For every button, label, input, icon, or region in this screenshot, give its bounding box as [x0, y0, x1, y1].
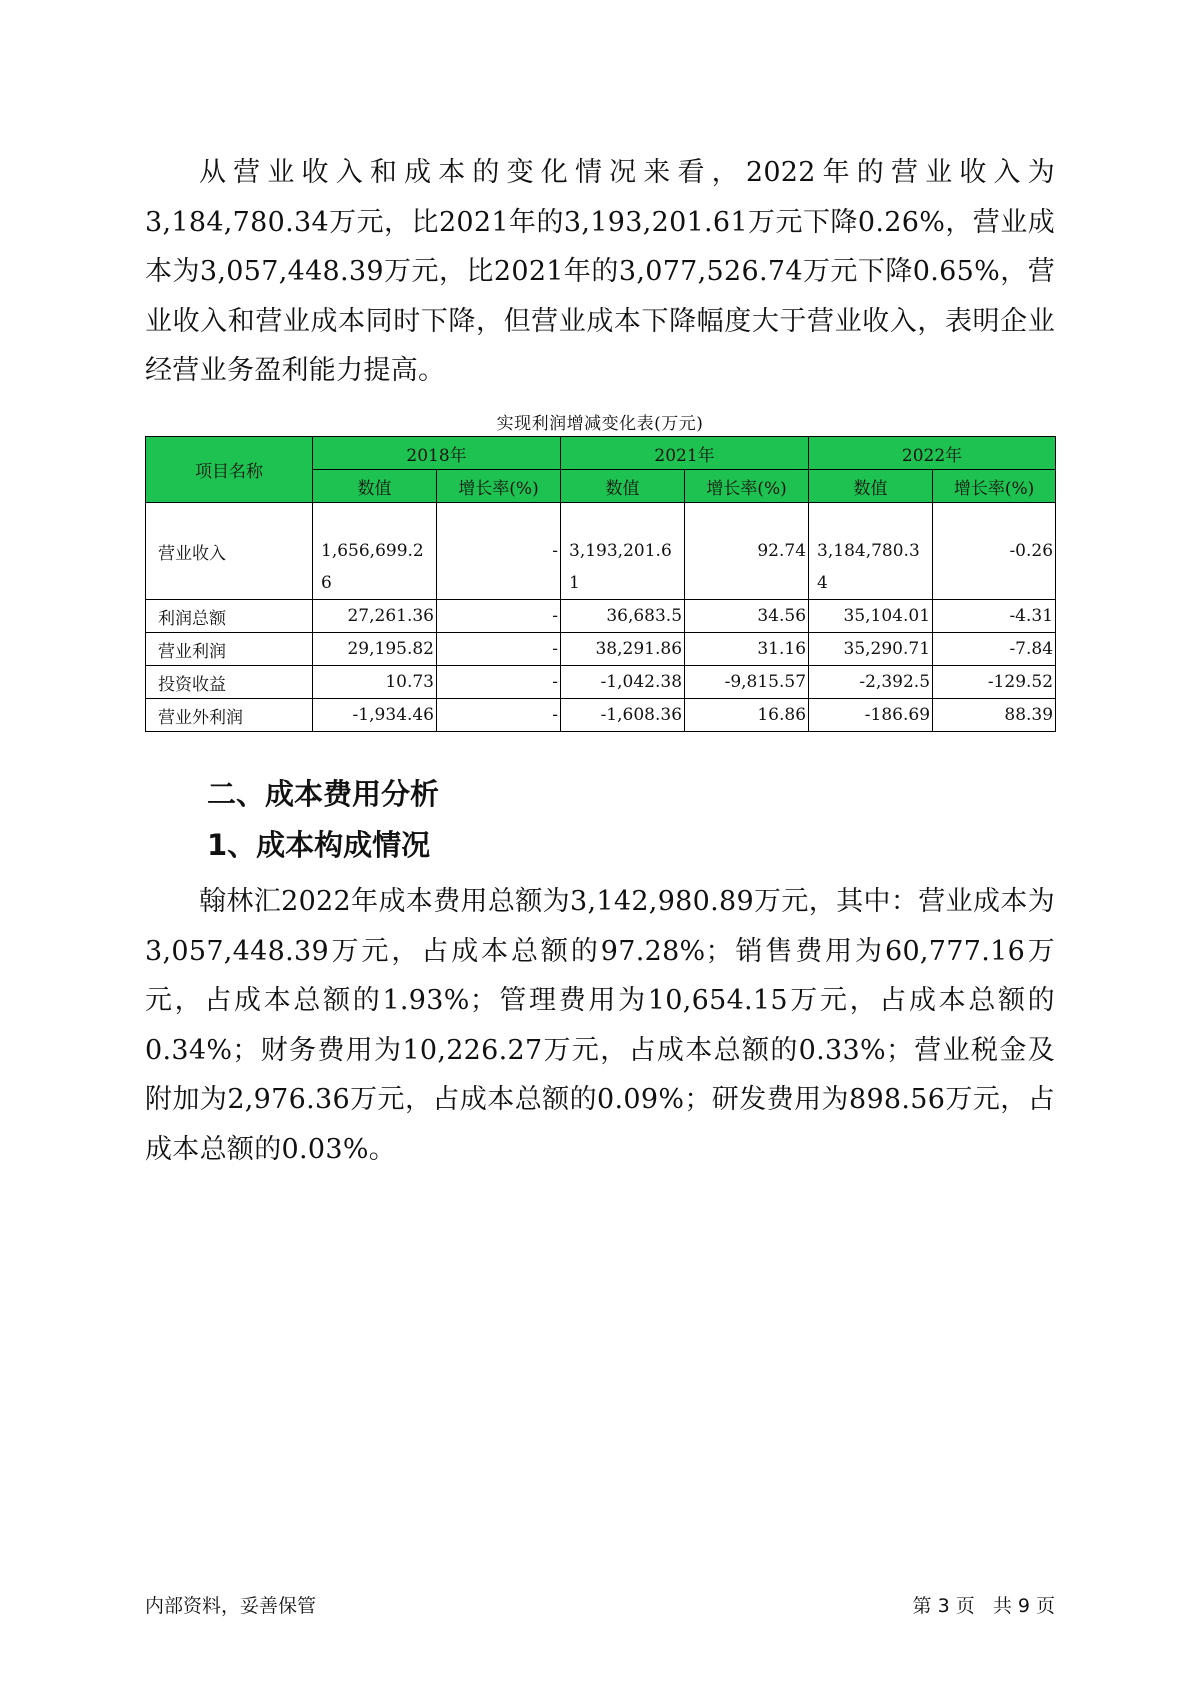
row-name: 利润总额 — [146, 600, 313, 633]
cell-rate: - — [437, 666, 561, 699]
cell-rate: - — [437, 503, 561, 600]
cell-value: -1,042.38 — [561, 666, 685, 699]
value-header: 数值 — [561, 470, 685, 503]
table-caption: 实现利润增减变化表(万元) — [496, 414, 704, 434]
year-header-2022: 2022年 — [809, 437, 1056, 470]
footer-confidential-note: 内部资料，妥善保管 — [145, 1595, 317, 1617]
subsection-heading: 1、成本构成情况 — [207, 828, 431, 862]
item-name-header: 项目名称 — [146, 437, 313, 503]
row-name: 营业收入 — [146, 503, 313, 600]
cell-value: 35,104.01 — [809, 600, 933, 633]
row-name: 营业利润 — [146, 633, 313, 666]
cell-value: -186.69 — [809, 699, 933, 732]
cell-value: 27,261.36 — [313, 600, 437, 633]
cell-value: 10.73 — [313, 666, 437, 699]
table-row — [146, 600, 1056, 633]
year-header-2021: 2021年 — [561, 437, 809, 470]
value-header: 数值 — [809, 470, 933, 503]
section-heading: 二、成本费用分析 — [207, 777, 440, 811]
rate-header: 增长率(%) — [437, 470, 561, 503]
cost-paragraph: 翰林汇2022年成本费用总额为3,142,980.89万元，其中：营业成本为3,057,448.39万元，占成本总额的97.28%；销售费用为60,777.16万元，占成本总额的1.93%；管理费用为10,654.15万元，占成本总额的0.34%；财务费用为10,226.27万元，占成本总额的0.33%；营业税金及附加为2,976.36万元，占成本总额的0.09%；研发费用为898.56万元，占成本总额的0.03%。 — [145, 886, 1055, 1165]
cell-rate: 34.56 — [685, 600, 809, 633]
cell-rate: 88.39 — [933, 699, 1056, 732]
cell-rate: -9,815.57 — [685, 666, 809, 699]
profit-change-table — [145, 436, 1056, 732]
cell-rate: 31.16 — [685, 633, 809, 666]
cell-rate: - — [437, 699, 561, 732]
row-name: 营业外利润 — [146, 699, 313, 732]
page-number: 第 3 页 共 9 页 — [912, 1595, 1055, 1617]
value-header: 数值 — [313, 470, 437, 503]
cell-rate: -4.31 — [933, 600, 1056, 633]
cell-rate: - — [437, 600, 561, 633]
cell-value: 36,683.5 — [561, 600, 685, 633]
rate-header: 增长率(%) — [685, 470, 809, 503]
cell-rate: -129.52 — [933, 666, 1056, 699]
cell-value: -2,392.5 — [809, 666, 933, 699]
cell-value: 3,184,780.34 — [809, 503, 933, 600]
table-row — [146, 503, 1056, 600]
cell-rate: 16.86 — [685, 699, 809, 732]
table-row — [146, 666, 1056, 699]
year-header-2018: 2018年 — [313, 437, 561, 470]
table-row — [146, 699, 1056, 732]
cell-rate: - — [437, 633, 561, 666]
row-name: 投资收益 — [146, 666, 313, 699]
cell-value: 29,195.82 — [313, 633, 437, 666]
cell-rate: -7.84 — [933, 633, 1056, 666]
cell-rate: -0.26 — [933, 503, 1056, 600]
cell-value: 1,656,699.26 — [313, 503, 437, 600]
analysis-paragraph: 从营业收入和成本的变化情况来看，2022年的营业收入为3,184,780.34万元，比2021年的3,193,201.61万元下降0.26%，营业成本为3,057,448.39万元，比2021年的3,077,526.74万元下降0.65%，营业收入和营业成本同时下降，但营业成本下降幅度大于营业收入，表明企业经营业务盈利能力提高。 — [145, 157, 1055, 386]
table-row — [146, 633, 1056, 666]
cell-value: 35,290.71 — [809, 633, 933, 666]
cell-value: 3,193,201.61 — [561, 503, 685, 600]
cell-value: -1,934.46 — [313, 699, 437, 732]
rate-header: 增长率(%) — [933, 470, 1056, 503]
cell-rate: 92.74 — [685, 503, 809, 600]
cell-value: 38,291.86 — [561, 633, 685, 666]
cell-value: -1,608.36 — [561, 699, 685, 732]
